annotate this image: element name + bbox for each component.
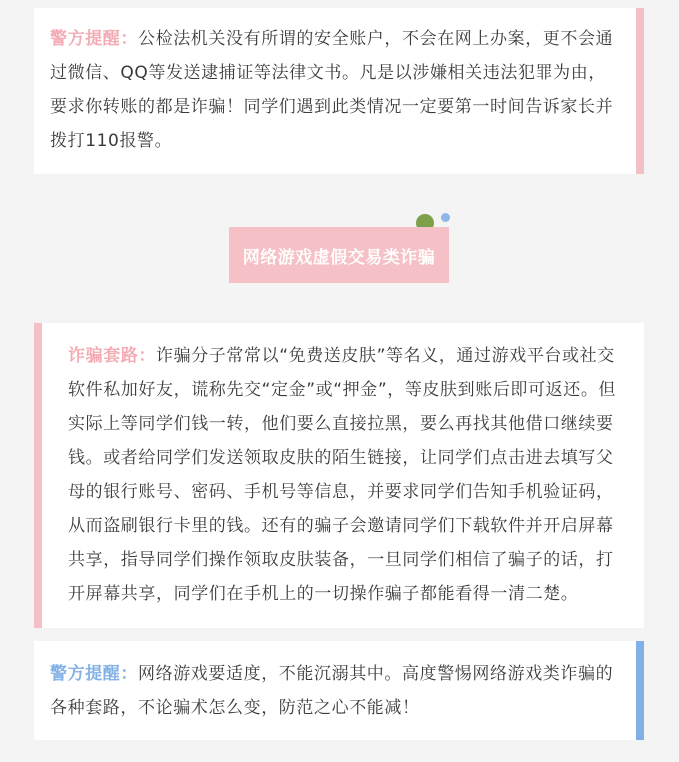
- warning-text: 公检法机关没有所谓的安全账户，不会在网上办案，更不会通过微信、QQ等发送逮捕证等法律文书。凡是以涉嫌相关违法犯罪为由，要求你转账的都是诈骗！同学们遇到此类情况一定要第一时间告诉家长并拨打110报警。: [50, 29, 614, 151]
- section-title: 网络游戏虚假交易类诈骗: [242, 247, 436, 268]
- police-warning-card-1: [34, 8, 644, 174]
- scam-tactics-card: [34, 323, 644, 628]
- warning-label: 警方提醒：: [50, 664, 138, 684]
- decorative-blue-dot: [441, 213, 450, 222]
- section-title-badge: [229, 227, 449, 283]
- warning-label: 警方提醒：: [50, 29, 138, 49]
- warning-paragraph: [50, 22, 614, 158]
- warning-text: 网络游戏要适度，不能沉溺其中。高度警惕网络游戏类诈骗的各种套路，不论骗术怎么变，防范之心不能减！: [50, 664, 614, 718]
- scam-text: 诈骗分子常常以“免费送皮肤”等名义，通过游戏平台或社交软件私加好友，谎称先交“定金”或“押金”，等皮肤到账后即可返还。但实际上等同学们钱一转，他们要么直接拉黑，要么再找其他借口继续要钱。或者给同学们发送领取皮肤的陌生链接，让同学们点击进去填写父母的银行账号、密码、手机号等信息，并要求同学们告知手机验证码，从而盗刷银行卡里的钱。还有的骗子会邀请同学们下载软件并开启屏幕共享，指导同学们操作领取皮肤装备，一旦同学们相信了骗子的话，打开屏幕共享，同学们在手机上的一切操作骗子都能看得一清二楚。: [68, 346, 617, 604]
- warning-paragraph: [50, 657, 614, 725]
- scam-paragraph: [68, 339, 626, 611]
- police-warning-card-2: [34, 641, 644, 740]
- scam-label: 诈骗套路：: [68, 346, 156, 366]
